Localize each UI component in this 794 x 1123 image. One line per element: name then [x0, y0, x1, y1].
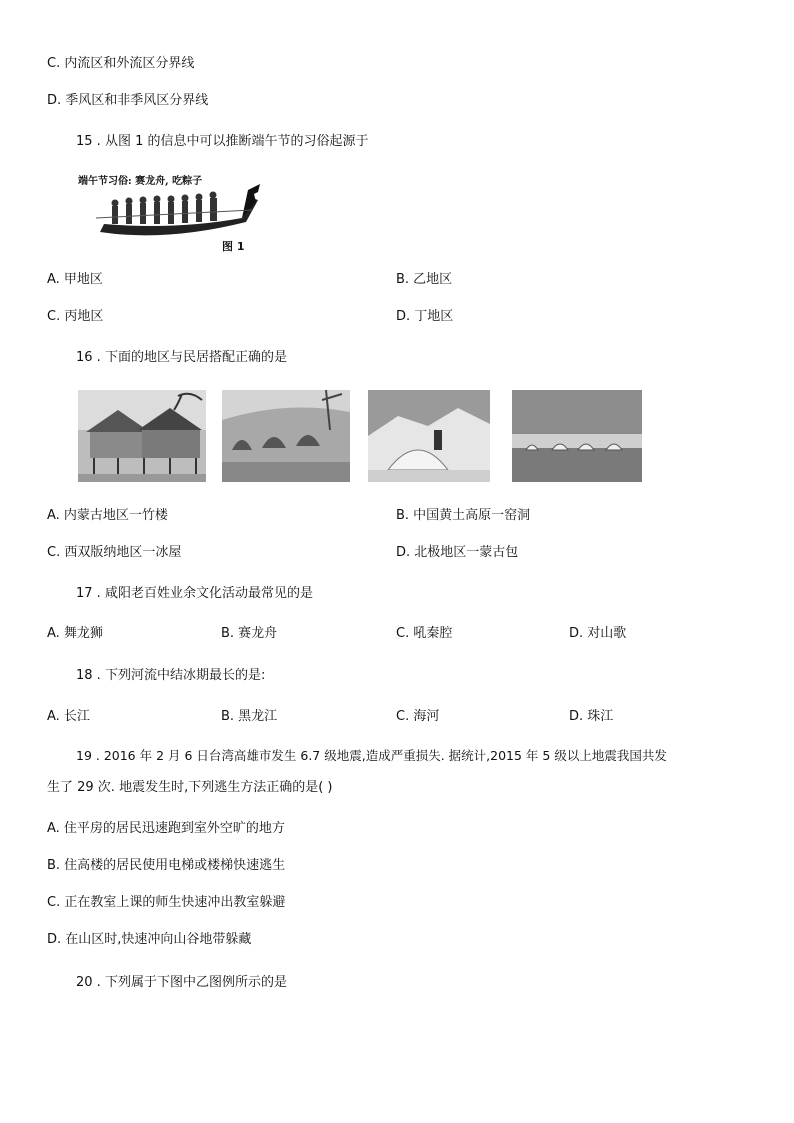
- q16-option-b: B. 中国黄土高原一窑洞: [396, 508, 531, 523]
- q16-stem: 16 . 下面的地区与民居搭配正确的是: [76, 350, 287, 365]
- bamboo-house-photo: [78, 390, 206, 482]
- q18-option-d: D. 珠江: [569, 709, 614, 724]
- q15-stem: 15 . 从图 1 的信息中可以推断端午节的习俗起源于: [76, 134, 369, 149]
- q16-option-d: D. 北极地区一蒙古包: [396, 545, 519, 560]
- q17-option-d: D. 对山歌: [569, 626, 627, 641]
- q19-option-d: D. 在山区时,快速冲向山谷地带躲藏: [47, 932, 252, 947]
- q19-stem-line1: 19 . 2016 年 2 月 6 日台湾高雄市发生 6.7 级地震,造成严重损失. 据统计,2015 年 5 级以上地震我国共发: [76, 748, 667, 763]
- cave-dwelling-photo: [222, 390, 350, 482]
- q14-option-d: D. 季风区和非季风区分界线: [47, 93, 209, 108]
- figure-1-label: 图 1: [222, 240, 245, 253]
- yurt-photo: [512, 390, 642, 482]
- figure-caption-text: 端午节习俗: 赛龙舟, 吃粽子: [78, 176, 203, 187]
- q19-option-a: A. 住平房的居民迅速跑到室外空旷的地方: [47, 821, 285, 836]
- q17-option-a: A. 舞龙狮: [47, 626, 103, 641]
- q17-option-c: C. 吼秦腔: [396, 626, 453, 641]
- q18-stem: 18 . 下列河流中结冰期最长的是:: [76, 668, 266, 683]
- q16-option-c: C. 西双版纳地区一冰屋: [47, 545, 182, 560]
- q19-option-b: B. 住高楼的居民使用电梯或楼梯快速逃生: [47, 858, 286, 873]
- q17-stem: 17 . 咸阳老百姓业余文化活动最常见的是: [76, 586, 313, 601]
- dragon-boat-figure: [76, 170, 266, 240]
- q17-option-b: B. 赛龙舟: [221, 626, 278, 641]
- q15-option-b: B. 乙地区: [396, 272, 453, 287]
- q18-option-c: C. 海河: [396, 709, 440, 724]
- q18-option-a: A. 长江: [47, 709, 90, 724]
- q20-stem: 20 . 下列属于下图中乙图例所示的是: [76, 975, 287, 990]
- q15-option-c: C. 丙地区: [47, 309, 104, 324]
- q15-option-d: D. 丁地区: [396, 309, 454, 324]
- q14-option-c: C. 内流区和外流区分界线: [47, 56, 195, 71]
- q19-option-c: C. 正在教室上课的师生快速冲出教室躲避: [47, 895, 286, 910]
- q15-option-a: A. 甲地区: [47, 272, 103, 287]
- q16-option-a: A. 内蒙古地区一竹楼: [47, 508, 168, 523]
- igloo-photo: [368, 390, 490, 482]
- q18-option-b: B. 黑龙江: [221, 709, 278, 724]
- q19-stem-line2: 生了 29 次. 地震发生时,下列逃生方法正确的是( ): [47, 780, 333, 795]
